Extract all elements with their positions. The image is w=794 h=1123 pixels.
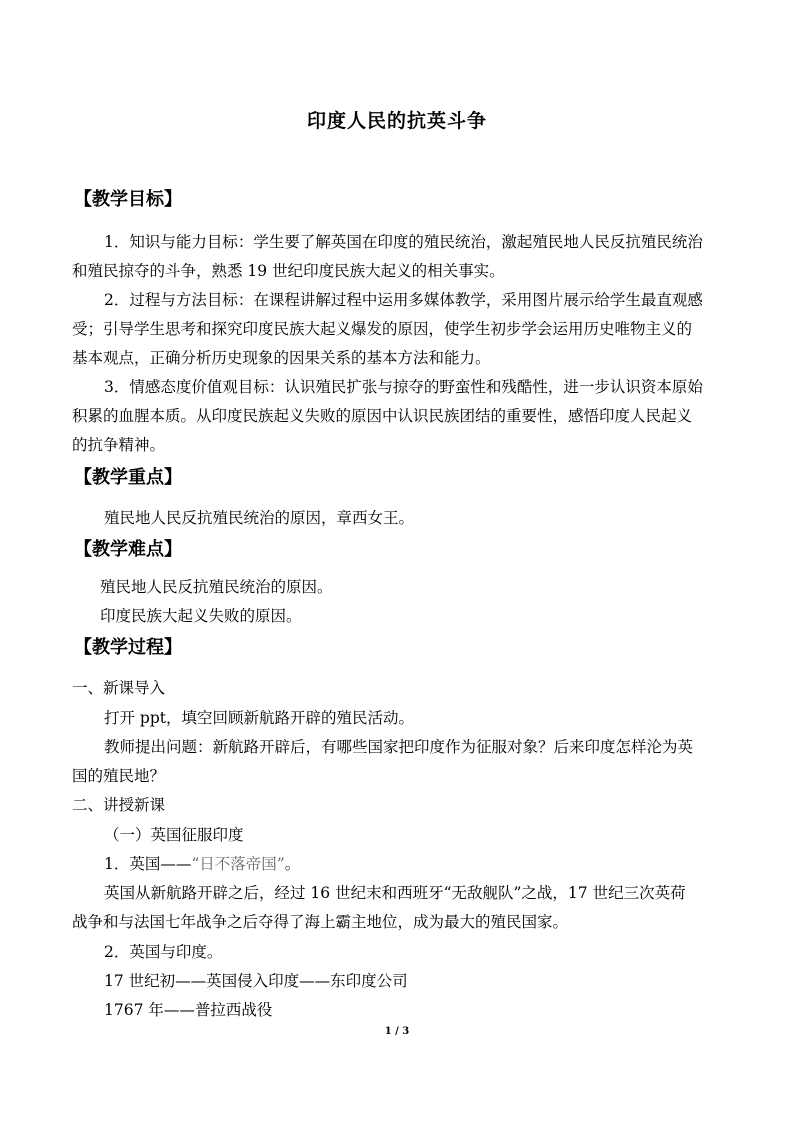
paragraph-line: 受；引导学生思考和探究印度民族大起义爆发的原因，使学生初步学会运用历史唯物主义的: [72, 320, 693, 338]
paragraph-line: 和殖民掠夺的斗争，熟悉 19 世纪印度民族大起义的相关事实。: [72, 262, 505, 280]
section-title: 二、讲授新课: [72, 796, 166, 814]
paragraph-line: 国的殖民地？: [72, 767, 166, 785]
heading-key-points: 【教学重点】: [74, 467, 182, 488]
section-title: 一、新课导入: [72, 679, 166, 697]
item-prefix: 1．英国——: [104, 855, 192, 873]
item-title: [104, 854, 300, 874]
paragraph-line: 2．过程与方法目标：在课程讲解过程中运用多媒体教学，采用图片展示给学生最直观感: [104, 291, 703, 309]
paragraph-line: 基本观点，正确分析历史现象的因果关系的基本方法和能力。: [72, 349, 491, 367]
item-title: 2．英国与印度。: [104, 943, 223, 961]
paragraph-line: 印度民族大起义失败的原因。: [100, 607, 302, 625]
heading-difficulties: 【教学难点】: [74, 539, 182, 560]
item-suffix: 。: [284, 855, 301, 873]
paragraph-line: 殖民地人民反抗殖民统治的原因，章西女王。: [104, 509, 415, 527]
paragraph-line: 打开 ppt，填空回顾新航路开辟的殖民活动。: [104, 709, 415, 727]
subsection-title: （一）英国征服印度: [104, 826, 244, 844]
heading-objectives: 【教学目标】: [74, 189, 182, 210]
quoted-phrase: “日不落帝国”: [191, 855, 285, 873]
paragraph-line: 3．情感态度价值观目标：认识殖民扩张与掠夺的野蛮性和残酷性，进一步认识资本原始: [104, 378, 703, 396]
document-title: 印度人民的抗英斗争: [306, 110, 487, 132]
paragraph-line: 1767 年——普拉西战役: [104, 1001, 273, 1019]
paragraph-line: 英国从新航路开辟之后，经过 16 世纪末和西班牙“无敌舰队”之战，17 世纪三次英荷: [104, 884, 686, 902]
paragraph-line: 战争和与法国七年战争之后夺得了海上霸主地位，成为最大的殖民国家。: [72, 913, 569, 931]
paragraph-line: 1．知识与能力目标：学生要了解英国在印度的殖民统治，激起殖民地人民反抗殖民统治: [104, 233, 703, 251]
page-indicator: 1 / 3: [384, 1026, 410, 1037]
paragraph-line: 教师提出问题：新航路开辟后，有哪些国家把印度作为征服对象？后来印度怎样沦为英: [104, 738, 694, 756]
paragraph-line: 的抗争精神。: [72, 436, 166, 454]
heading-process: 【教学过程】: [74, 637, 182, 658]
paragraph-line: 17 世纪初——英国侵入印度——东印度公司: [104, 972, 408, 990]
paragraph-line: 殖民地人民反抗殖民统治的原因。: [100, 578, 333, 596]
paragraph-line: 积累的血腥本质。从印度民族起义失败的原因中认识民族团结的重要性，感悟印度人民起义: [72, 407, 693, 425]
